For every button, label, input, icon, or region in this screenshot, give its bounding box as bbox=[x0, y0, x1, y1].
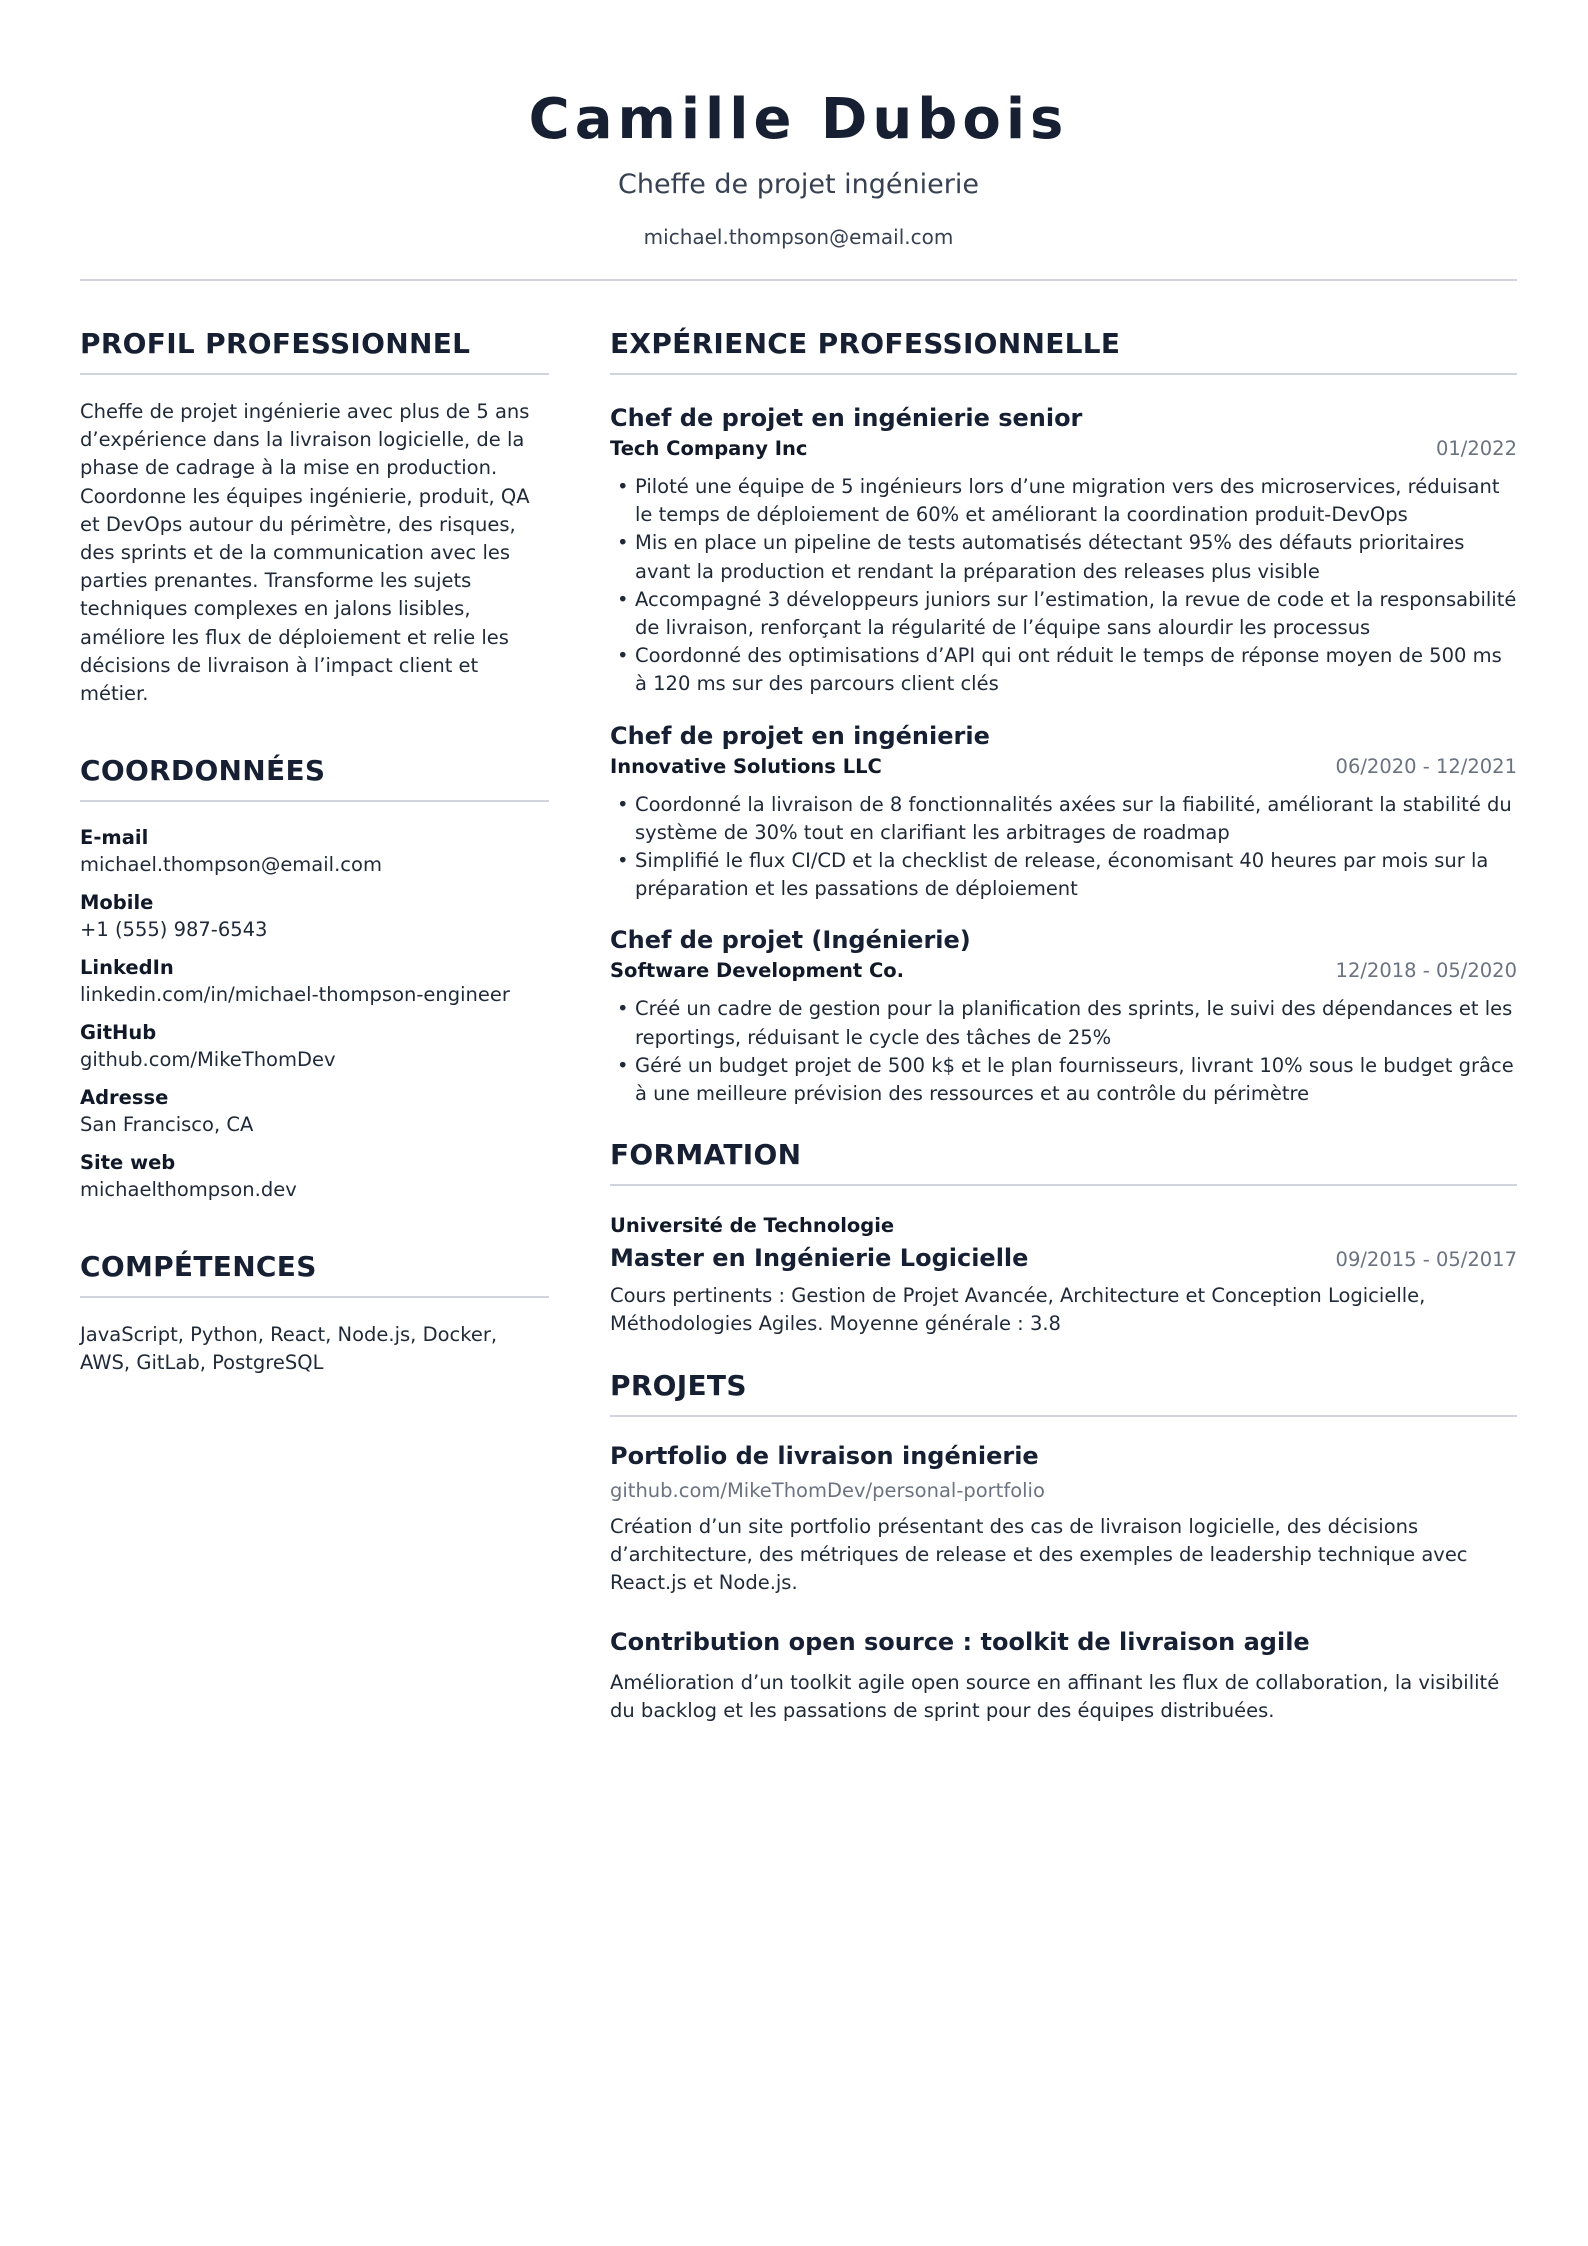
contact-label: Adresse bbox=[80, 1086, 169, 1110]
bullet-dot: • bbox=[617, 644, 629, 668]
skills-section bbox=[80, 1250, 549, 1377]
education-heading: FORMATION bbox=[610, 1138, 1517, 1186]
job-meta bbox=[610, 957, 1517, 985]
bullet-dot: • bbox=[617, 587, 629, 611]
contact-item-github bbox=[80, 1019, 549, 1074]
contact-email-value[interactable]: michael.thompson@email.com bbox=[80, 853, 382, 877]
contact-item-linkedin bbox=[80, 954, 549, 1009]
candidate-title: Cheffe de projet ingénierie bbox=[618, 169, 979, 200]
bullet-text: Coordonné des optimisations d’API qui ont réduit le temps de réponse moyen de 500 ms à 120 ms sur des parcours client clés bbox=[635, 644, 1502, 696]
project-name: Contribution open source : toolkit de livraison agile bbox=[610, 1628, 1310, 1657]
job-company: Software Development Co. bbox=[610, 959, 905, 983]
job-role: Chef de projet en ingénierie senior bbox=[610, 404, 1083, 432]
education-text: Cours pertinents : Gestion de Projet Avancée, Architecture et Conception Logicielle, Méthodologies Agiles. Moyenne générale : 3.8 bbox=[610, 1284, 1426, 1336]
contact-item-address bbox=[80, 1084, 549, 1139]
education-meta bbox=[610, 1242, 1517, 1274]
bullet-dot: • bbox=[617, 849, 629, 873]
contact-item-mobile bbox=[80, 889, 549, 944]
job-bullets bbox=[610, 791, 1517, 904]
bullet-dot: • bbox=[617, 1053, 629, 1077]
project-entry bbox=[610, 1627, 1517, 1725]
profile-text: Cheffe de projet ingénierie avec plus de 5 ans d’expérience dans la livraison logicielle, de la phase de cadrage à la mise en production. Coordonne les équipes ingénierie, produit, QA et DevOps autour du périmètre, des risques, des sprints et de la communication avec les parties prenantes. Transforme les sujets techniques complexes en jalons lisibles, améliore les flux de déploiement et relie les décisions de livraison à l’impact client et métier. bbox=[80, 400, 530, 706]
education-section bbox=[610, 1138, 1517, 1338]
contact-label: E-mail bbox=[80, 826, 149, 850]
bullet-dot: • bbox=[617, 792, 629, 816]
projects-section bbox=[610, 1369, 1517, 1726]
job-bullet bbox=[610, 1052, 1517, 1108]
resume-page bbox=[80, 0, 1517, 2246]
contact-github-value[interactable]: github.com/MikeThomDev bbox=[80, 1048, 336, 1072]
header-email[interactable]: michael.thompson@email.com bbox=[643, 225, 954, 249]
job-role: Chef de projet en ingénierie bbox=[610, 721, 990, 750]
project-name: Portfolio de livraison ingénierie bbox=[610, 1441, 1039, 1470]
contact-label: LinkedIn bbox=[80, 956, 174, 980]
job-bullet bbox=[610, 847, 1517, 903]
job-bullet bbox=[610, 995, 1517, 1051]
skills-heading: COMPÉTENCES bbox=[80, 1250, 549, 1298]
experience-section bbox=[610, 327, 1517, 1108]
job-bullet bbox=[610, 529, 1517, 585]
job-role: Chef de projet (Ingénierie) bbox=[610, 926, 971, 955]
contact-website-value[interactable]: michaelthompson.dev bbox=[80, 1178, 297, 1202]
profile-heading: PROFIL PROFESSIONNEL bbox=[80, 327, 549, 375]
bullet-text: Créé un cadre de gestion pour la planification des sprints, le suivi des dépendances et les reportings, réduisant le cycle des tâches de 25% bbox=[635, 997, 1513, 1049]
job-company: Tech Company Inc bbox=[610, 437, 808, 460]
header-divider bbox=[80, 279, 1517, 281]
education-degree: Master en Ingénierie Logicielle bbox=[610, 1244, 1029, 1273]
skills-text: JavaScript, Python, React, Node.js, Docker, AWS, GitLab, PostgreSQL bbox=[80, 1323, 498, 1375]
bullet-text: Géré un budget projet de 500 k$ et le plan fournisseurs, livrant 10% sous le budget grâce à une meilleure prévision des ressources et au contrôle du périmètre bbox=[635, 1053, 1514, 1106]
project-text: Création d’un site portfolio présentant des cas de livraison logicielle, des décisions d’architecture, des métriques de release et des exemples de leadership technique avec React.js et Node.js. bbox=[610, 1514, 1468, 1595]
bullet-dot: • bbox=[617, 997, 629, 1021]
resume-header bbox=[80, 0, 1517, 281]
job-bullet bbox=[610, 586, 1517, 642]
job-date: 06/2020 - 12/2021 bbox=[1335, 754, 1517, 778]
job-entry bbox=[610, 403, 1517, 699]
contact-address-value: San Francisco, CA bbox=[80, 1113, 254, 1137]
left-column bbox=[80, 327, 549, 1378]
projects-heading: PROJETS bbox=[610, 1369, 1517, 1417]
contact-section bbox=[80, 754, 549, 1204]
job-company: Innovative Solutions LLC bbox=[610, 754, 882, 778]
bullet-text: Coordonné la livraison de 8 fonctionnalités axées sur la fiabilité, améliorant la stabilité du système de 30% tout en clarifiant les arbitrages de roadmap bbox=[635, 792, 1512, 844]
job-bullets bbox=[610, 473, 1517, 699]
contact-item-website bbox=[80, 1149, 549, 1204]
education-school: Université de Technologie bbox=[610, 1214, 895, 1238]
candidate-name: Camille Dubois bbox=[528, 87, 1069, 152]
job-bullet bbox=[610, 473, 1517, 529]
right-column bbox=[610, 327, 1517, 1726]
project-link[interactable]: github.com/MikeThomDev/personal-portfolio bbox=[610, 1478, 1045, 1502]
job-bullet bbox=[610, 642, 1517, 698]
experience-heading: EXPÉRIENCE PROFESSIONNELLE bbox=[610, 327, 1517, 375]
contact-label: Mobile bbox=[80, 891, 154, 915]
contact-mobile-value[interactable]: +1 (555) 987-6543 bbox=[80, 918, 268, 942]
education-date: 09/2015 - 05/2017 bbox=[1335, 1248, 1517, 1272]
job-meta bbox=[610, 435, 1517, 463]
contact-item-email bbox=[80, 824, 549, 879]
bullet-text: Piloté une équipe de 5 ingénieurs lors d’une migration vers des microservices, réduisant le temps de déploiement de 60% et améliorant la coordination produit-DevOps bbox=[635, 475, 1500, 527]
job-meta bbox=[610, 753, 1517, 781]
contact-list bbox=[80, 824, 549, 1204]
project-text: Amélioration d’un toolkit agile open source en affinant les flux de collaboration, la visibilité du backlog et les passations de sprint pour des équipes distribuées. bbox=[610, 1671, 1500, 1723]
bullet-dot: • bbox=[617, 475, 629, 498]
profile-section bbox=[80, 327, 549, 708]
bullet-dot: • bbox=[617, 531, 629, 555]
project-entry bbox=[610, 1441, 1517, 1598]
job-date: 01/2022 bbox=[1435, 437, 1517, 460]
contact-label: GitHub bbox=[80, 1021, 157, 1045]
job-bullet bbox=[610, 791, 1517, 847]
contact-heading: COORDONNÉES bbox=[80, 754, 549, 802]
job-bullets bbox=[610, 995, 1517, 1108]
bullet-text: Simplifié le flux CI/CD et la checklist de release, économisant 40 heures par mois sur la préparation et les passations de déploiement bbox=[635, 849, 1489, 901]
bullet-text: Accompagné 3 développeurs juniors sur l’estimation, la revue de code et la responsabilité de livraison, renforçant la régularité de l’équipe sans alourdir les processus bbox=[635, 587, 1517, 640]
contact-linkedin-value[interactable]: linkedin.com/in/michael-thompson-engineer bbox=[80, 983, 510, 1007]
job-date: 12/2018 - 05/2020 bbox=[1335, 959, 1517, 983]
job-entry bbox=[610, 925, 1517, 1108]
bullet-text: Mis en place un pipeline de tests automatisés détectant 95% des défauts prioritaires avant la production et rendant la préparation des releases plus visible bbox=[635, 531, 1465, 583]
job-entry bbox=[610, 721, 1517, 904]
contact-label: Site web bbox=[80, 1151, 176, 1175]
